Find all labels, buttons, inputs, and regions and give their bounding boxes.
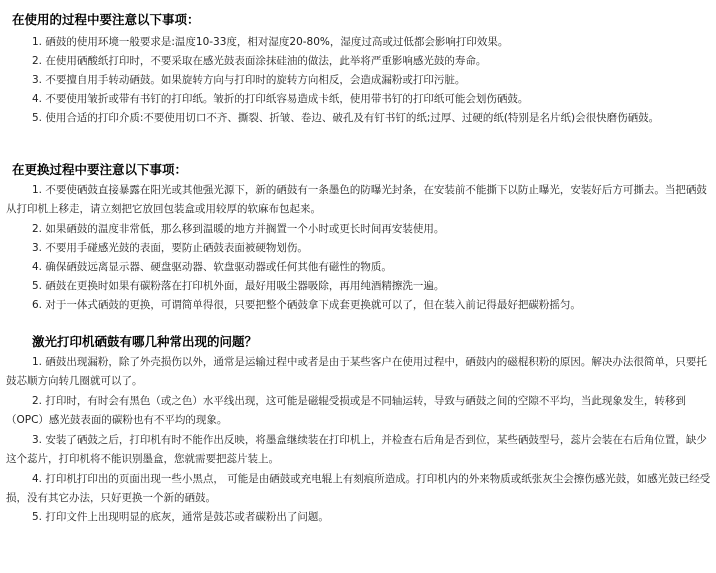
replacement-item-5: 5. 硒鼓在更换时如果有碳粉落在打印机外面，最好用吸尘器吸除，再用纯酒精擦洗一遍。 xyxy=(32,280,445,292)
replacement-item-4: 4. 确保硒鼓远离显示器、硬盘驱动器、软盘驱动器或任何其他有磁性的物质。 xyxy=(32,261,392,273)
problem-item-2: 2. 打印时，有时会有黑色（或之色）水平线出现，这可能是磁辊受损或是不同轴运转，导致与硒鼓之间的空隙不平均，当此现象发生，转移到（OPC）感光鼓表面的碳粉也有不平均的现象。 xyxy=(6,395,686,426)
problem-item-1: 1. 硒鼓出现漏粉，除了外壳损伤以外，通常是运输过程中或者是由于某些客户在使用过程中，硒鼓内的磁棍积粉的原因。解决办法很简单，只要托鼓芯顺方向转几圈就可以了。 xyxy=(6,356,707,387)
usage-item-4: 4. 不要使用皱折或带有书钉的打印纸。皱折的打印纸容易造成卡纸，使用带书钉的打印纸可能会划伤硒鼓。 xyxy=(32,93,529,105)
replacement-item-3: 3. 不要用手碰感光鼓的表面，要防止硒鼓表面被硬物划伤。 xyxy=(32,242,308,254)
usage-item-1: 1. 硒鼓的使用环境一般要求是:温度10-33度，相对湿度20-80%，湿度过高或过低都会影响打印效果。 xyxy=(32,36,509,48)
replacement-item-6: 6. 对于一体式硒鼓的更换，可谓简单得很，只要把整个硒鼓拿下成套更换就可以了，但在装入前记得最好把碳粉摇匀。 xyxy=(32,299,581,311)
usage-item-5: 5. 使用合适的打印介质:不要使用切口不齐、撕裂、折皱、卷边、破孔及有钉书钉的纸;过厚、过硬的纸(特别是名片纸)会很快磨伤硒鼓。 xyxy=(32,112,660,124)
problem-item-5: 5. 打印文件上出现明显的底灰，通常是鼓芯或者碳粉出了问题。 xyxy=(32,511,329,523)
replacement-item-2: 2. 如果硒鼓的温度非常低，那么移到温暖的地方并搁置一个小时或更长时间再安装使用。 xyxy=(32,223,445,235)
replacement-item-1: 1. 不要使硒鼓直接暴露在阳光或其他强光源下，新的硒鼓有一条墨色的防曝光封条，在安装前不能撕下以防止曝光，安装好后方可撕去。当把硒鼓从打印机上移走，请立刻把它放回包装盒或用较厚的软麻布包起来。 xyxy=(6,184,707,215)
section-title-problems: 激光打印机硒鼓有哪几种常出现的问题？ xyxy=(32,334,258,349)
usage-item-2: 2. 在使用硒酸纸打印时，不要采取在感光鼓表面涂抹硅油的做法，此举将严重影响感光鼓的寿命。 xyxy=(32,55,487,67)
problem-item-4: 4. 打印机打印出的页面出现一些小黑点， 可能是由硒鼓或充电辊上有刻痕所造成。打印机内的外来物质或纸张灰尘会擦伤感光鼓，如感光鼓已经受损，没有其它办法，只好更换一个新的硒鼓。 xyxy=(6,473,711,504)
usage-item-3: 3. 不要擅自用手转动硒鼓。如果旋转方向与打印时的旋转方向相反，会造成漏粉或打印污脏。 xyxy=(32,74,466,86)
problem-item-3: 3. 安装了硒鼓之后，打印机有时不能作出反映，将墨盒继续装在打印机上，并检查右后角是否到位，某些硒鼓型号，蕊片会装在右后角位置，缺少这个蕊片，打印机将不能识别墨盒，您就需要把蕊片装上。 xyxy=(6,434,707,465)
section-title-usage: 在使用的过程中要注意以下事项： xyxy=(12,12,200,27)
section-title-replacement: 在更换过程中要注意以下事项： xyxy=(12,162,188,177)
